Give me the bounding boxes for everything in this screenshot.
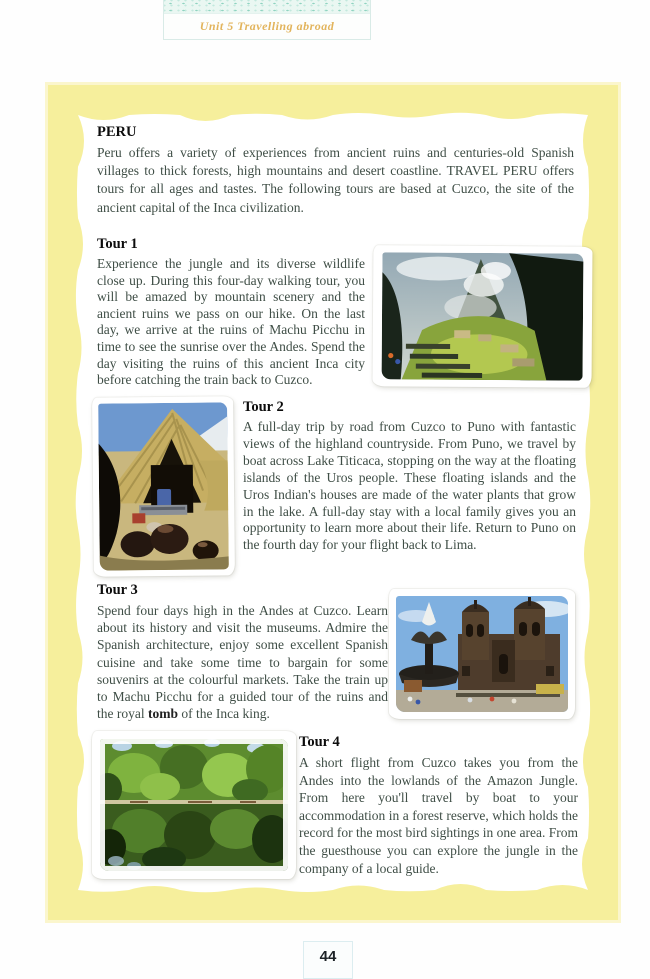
intro-paragraph: Peru offers a variety of experiences from ancient ruins and centuries-old Spanish villages to thick forests, high mountains and desert coastline. TRAVEL PERU offers tours for all ages and tastes. The following tours are based at Cuzco, the site of the ancient capital of the Inca civilization. [97,145,574,215]
tour-4-section [299,734,578,877]
tour-2-heading: Tour 2 [243,399,284,415]
cuzco-cathedral-image [396,596,568,712]
amazon-jungle-image [100,739,288,871]
tour-1-section [97,236,365,389]
machu-picchu-photo [373,245,593,388]
page-number-box [303,941,353,979]
tour-3-heading: Tour 3 [97,582,138,598]
cuzco-cathedral-photo [389,589,575,719]
amazon-jungle-photo [92,731,296,879]
uros-reed-house-photo [92,396,235,576]
unit-header [163,0,371,40]
tour-3-section [97,582,388,722]
tour-2-section [243,399,576,554]
intro-section [97,124,574,217]
tour-3-bold-word: tomb [147,706,178,722]
tour-3-paragraph [97,602,388,722]
page-number: 44 [319,948,337,965]
intro-heading: PERU [97,124,137,140]
tour-3-text-before: Spend four days high in the Andes at Cuzco. Learn about its history and visit the museums. Admire the Spanish architecture, enjoy some excellent Spanish cuisine and take some time to bargain for some souvenirs at the colourful markets. Take the train up to Machu Picchu for a guided tour of the ruins and the royal [97,603,388,722]
tour-2-paragraph: A full-day trip by road from Cuzco to Puno with fantastic views of the highland countryside. From Puno, we travel by boat across Lake Titicaca, stopping on the way at the floating islands of the Uros people. These floating islands and the Uros Indian's houses are made of the water plants that grow in the lake. A full-day stay with a local family gives you an opportunity to learn more about their life. Return to Puno on the fourth day for your flight back to Lima. [243,419,576,553]
tour-1-paragraph: Experience the jungle and its diverse wildlife close up. During this four-day walking tour, you will be amazed by mountain scenery and the ancient ruins we pass on our hike. On the last day, we arrive at the ruins of Machu Picchu in time to see the sunrise over the Andes. Spend the day visiting the ruins of this ancient Inca city before catching the train back to Cuzco. [97,256,365,388]
tour-4-heading: Tour 4 [299,734,340,750]
header-texture [164,0,370,14]
tour-4-paragraph: A short flight from Cuzco takes you from the Andes into the lowlands of the Amazon Jungle. From here you'll travel by boat to your accommodation in a forest reserve, which holds the record for the most bird sightings in one area. From the guesthouse you can explore the jungle in the company of a local guide. [299,755,578,876]
machu-picchu-image [382,252,584,380]
tour-3-text-after: of the Inca king. [177,706,270,722]
tour-1-heading: Tour 1 [97,236,138,252]
uros-reed-house-image [98,402,229,570]
unit-title: Unit 5 Travelling abroad [199,19,335,33]
